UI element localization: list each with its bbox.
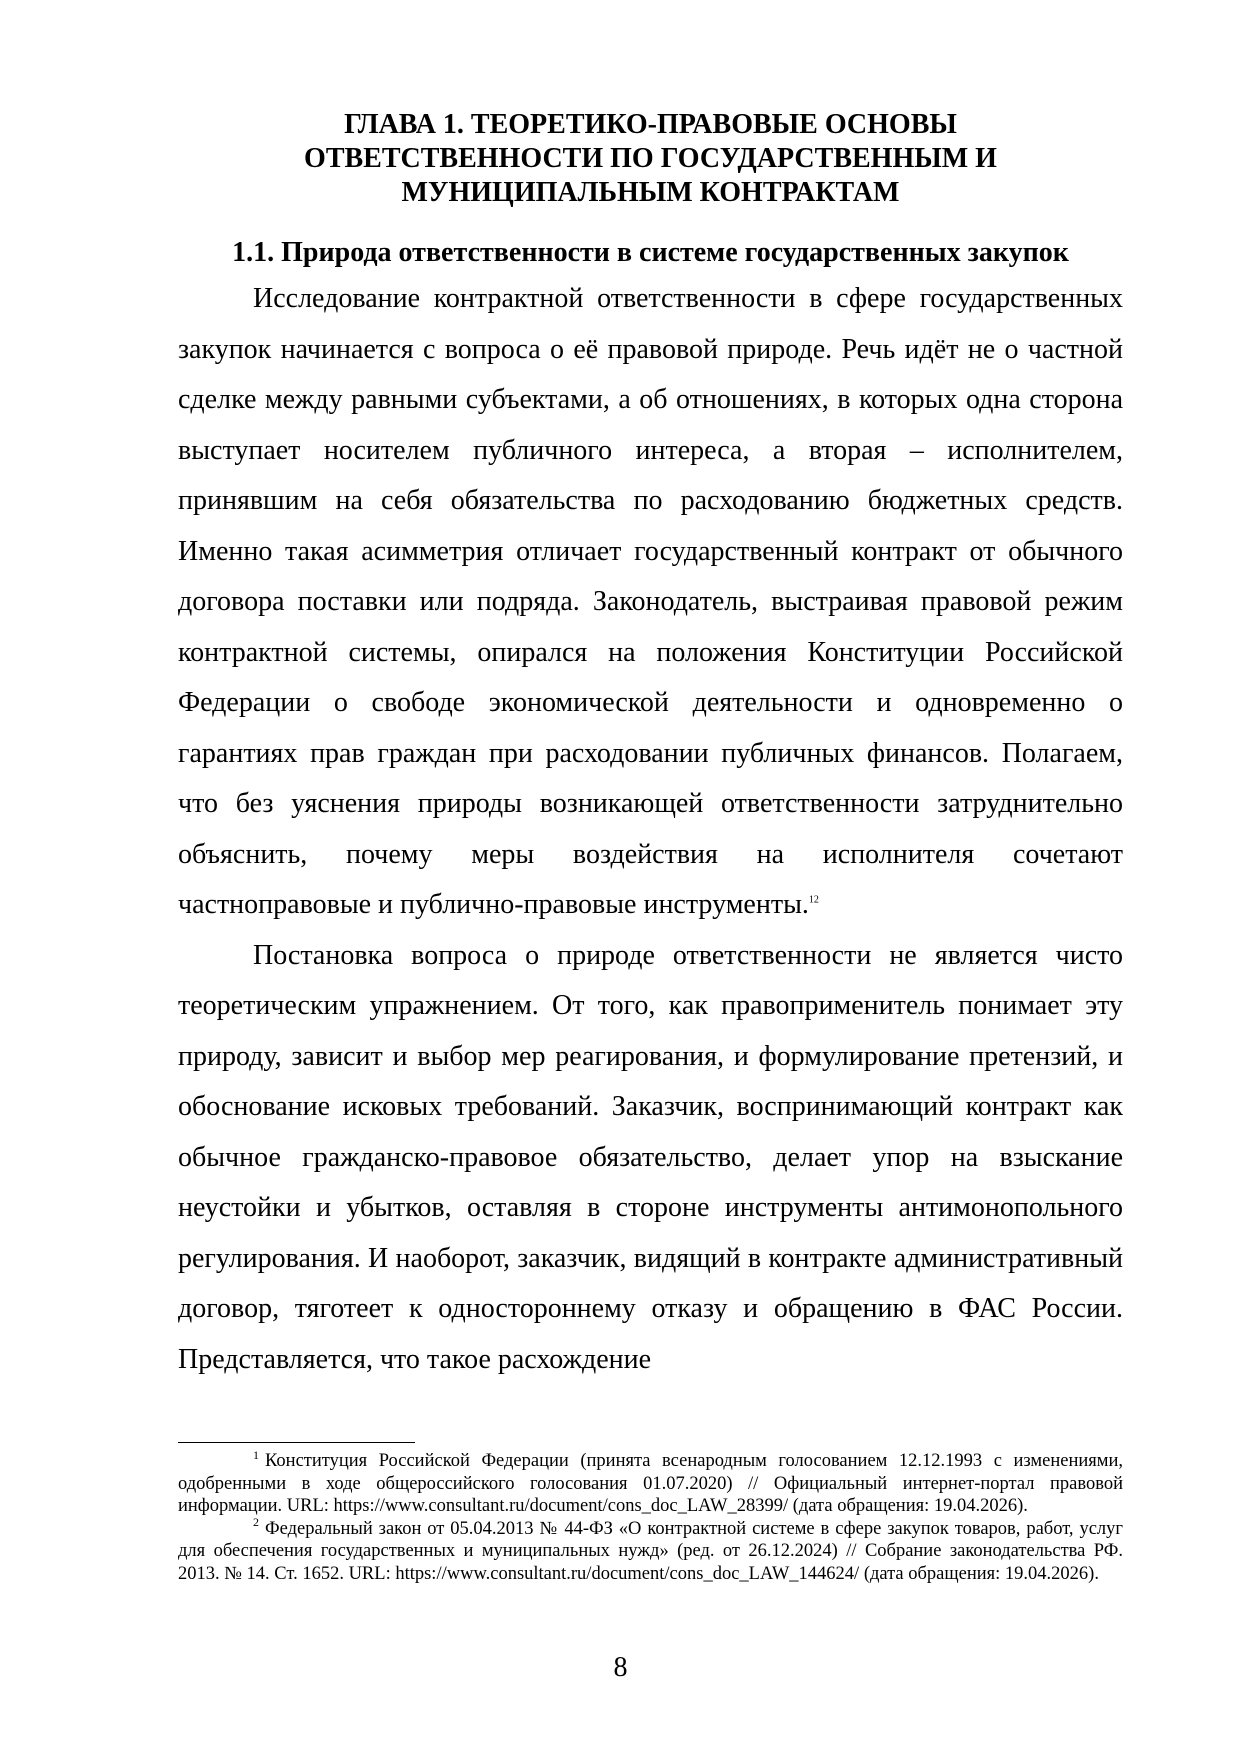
page-number: 8	[613, 1652, 628, 1683]
footnotes	[178, 1447, 1123, 1585]
footnote-separator	[178, 1442, 415, 1443]
chapter-title-line: МУНИЦИПАЛЬНЫМ КОНТРАКТАМ	[401, 177, 900, 208]
chapter-title-line: ОТВЕТСТВЕННОСТИ ПО ГОСУДАРСТВЕННЫМ И	[304, 143, 997, 174]
footnote	[178, 1515, 1123, 1586]
body-paragraph	[178, 274, 1123, 931]
footnote-text: Конституция Российской Федерации (принята всенародным голосованием 12.12.1993 с изменениями, одобренными в ходе общероссийского голосования 01.07.2020) // Официальный интернет-портал правовой информации. URL: https://www.consultant.ru/document/cons_doc_LAW_28399/ (дата обращения: 19.04.2026).	[178, 1451, 1123, 1516]
chapter-title-line: ГЛАВА 1. ТЕОРЕТИКО-ПРАВОВЫЕ ОСНОВЫ	[344, 109, 957, 140]
chapter-title	[178, 108, 1123, 210]
footnote-text: Федеральный закон от 05.04.2013 № 44-ФЗ «О контрактной системе в сфере закупок товаров, работ, услуг для обеспечения государственных и муниципальных нужд» (ред. от 26.12.2024) // Собрание законодательства РФ. 2013. № 14. Ст. 1652. URL: https://www.consultant.ru/document/cons_doc_LAW_144624/ (дата обращения: 19.04.2026).	[178, 1518, 1123, 1584]
footnote-mark: 1	[253, 1447, 259, 1462]
paragraph-text: Исследование контрактной ответственности в сфере государственных закупок начинается с вопроса о её правовой природе. Речь идёт не о частной сделке между равными субъектами, а об отношениях, в которых одна сторона выступает носителем публичного интереса, а вторая – исполнителем, принявшим на себя обязательства по расходованию бюджетных средств. Именно такая асимметрия отличает государственный контракт от обычного договора поставки или подряда. Законодатель, выстраивая правовой режим контрактной системы, опирался на положения Конституции Российской Федерации о свободе экономической деятельности и одновременно о гарантиях прав граждан при расходовании публичных финансов. Полагаем, что без уяснения природы возникающей ответственности затруднительно объяснить, почему меры воздействия на исполнителя сочетают частноправовые и публично-правовые инструменты.	[178, 283, 1123, 920]
footnote-reference[interactable]: 12	[808, 894, 819, 906]
footnote-mark: 2	[253, 1515, 259, 1530]
section-title: 1.1. Природа ответственности в системе государственных закупок	[232, 237, 1069, 268]
page-content	[178, 108, 1123, 1385]
paragraph-text: Постановка вопроса о природе ответственности не является чисто теоретическим упражнением. От того, как правоприменитель понимает эту природу, зависит и выбор мер реагирования, и формулирование претензий, и обоснование исковых требований. Заказчик, воспринимающий контракт как обычное гражданско-правовое обязательство, делает упор на взыскание неустойки и убытков, оставляя в стороне инструменты антимонопольного регулирования. И наоборот, заказчик, видящий в контракте административный договор, тяготеет к одностороннему отказу и обращению в ФАС России. Представляется, что такое расхождение	[178, 939, 1123, 1375]
footnote	[178, 1447, 1123, 1518]
body-paragraph	[178, 931, 1123, 1386]
